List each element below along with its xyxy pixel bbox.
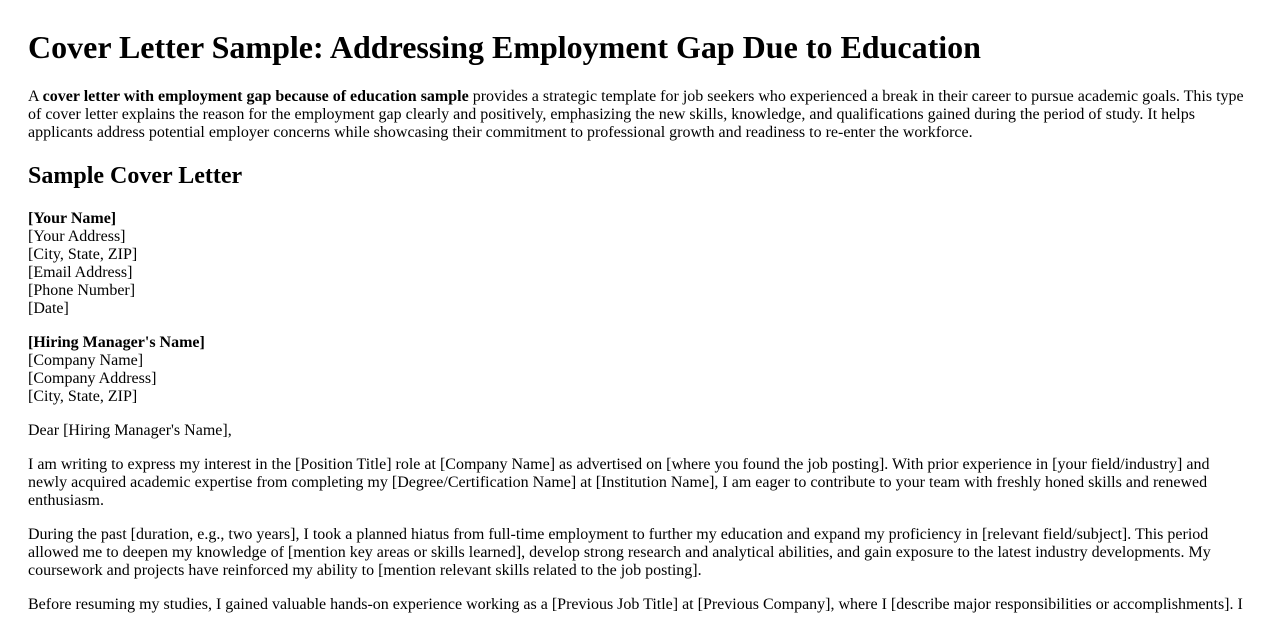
sender-name: [Your Name] (28, 210, 117, 227)
sender-date: [Date] (28, 300, 69, 317)
recipient-block (28, 334, 1250, 406)
document-page (0, 28, 1278, 614)
sender-email: [Email Address] (28, 264, 133, 281)
section-heading: Sample Cover Letter (28, 163, 243, 189)
page-title: Cover Letter Sample: Addressing Employment Gap Due to Education (28, 29, 981, 65)
body-paragraph-3: Before resuming my studies, I gained valuable hands-on experience working as a [Previous Job Title] at [Previous Company], where I [describe major responsibilities or accomplishments]. I (28, 596, 1243, 613)
intro-paragraph (28, 88, 1250, 142)
sender-phone: [Phone Number] (28, 282, 136, 299)
salutation: Dear [Hiring Manager's Name], (28, 422, 232, 439)
body-paragraph-1: I am writing to express my interest in the [Position Title] role at [Company Name] as advertised on [where you found the job posting]. With prior experience in [your field/industry] and newly acquired academic expertise from completing my [Degree/Certification Name] at [Institution Name], I am eager to contribute to your team with freshly honed skills and renewed enthusiasm. (28, 456, 1210, 509)
intro-bold-phrase: cover letter with employment gap because of education sample (42, 88, 469, 105)
body-paragraph-2: During the past [duration, e.g., two years], I took a planned hiatus from full-time employment to further my education and expand my proficiency in [relevant field/subject]. This period allowed me to deepen my knowledge of [mention key areas or skills learned], develop strong research and analytical abilities, and gain exposure to the latest industry developments. My coursework and projects have reinforced my ability to [mention relevant skills related to the job posting]. (28, 526, 1211, 579)
intro-rest: provides a strategic template for job seekers who experienced a break in their career to pursue academic goals. This type of cover letter explains the reason for the employment gap clearly and positively, emphasizing the new skills, knowledge, and qualifications gained during the period of study. It helps applicants address potential employer concerns while showcasing their commitment to professional growth and readiness to re-enter the workforce. (28, 88, 1244, 141)
recipient-name: [Hiring Manager's Name] (28, 334, 205, 351)
sender-city: [City, State, ZIP] (28, 246, 138, 263)
recipient-company: [Company Name] (28, 352, 144, 369)
intro-prefix: A (28, 88, 43, 105)
sender-address: [Your Address] (28, 228, 126, 245)
sender-block (28, 210, 1250, 318)
recipient-address: [Company Address] (28, 370, 157, 387)
recipient-city: [City, State, ZIP] (28, 388, 138, 405)
